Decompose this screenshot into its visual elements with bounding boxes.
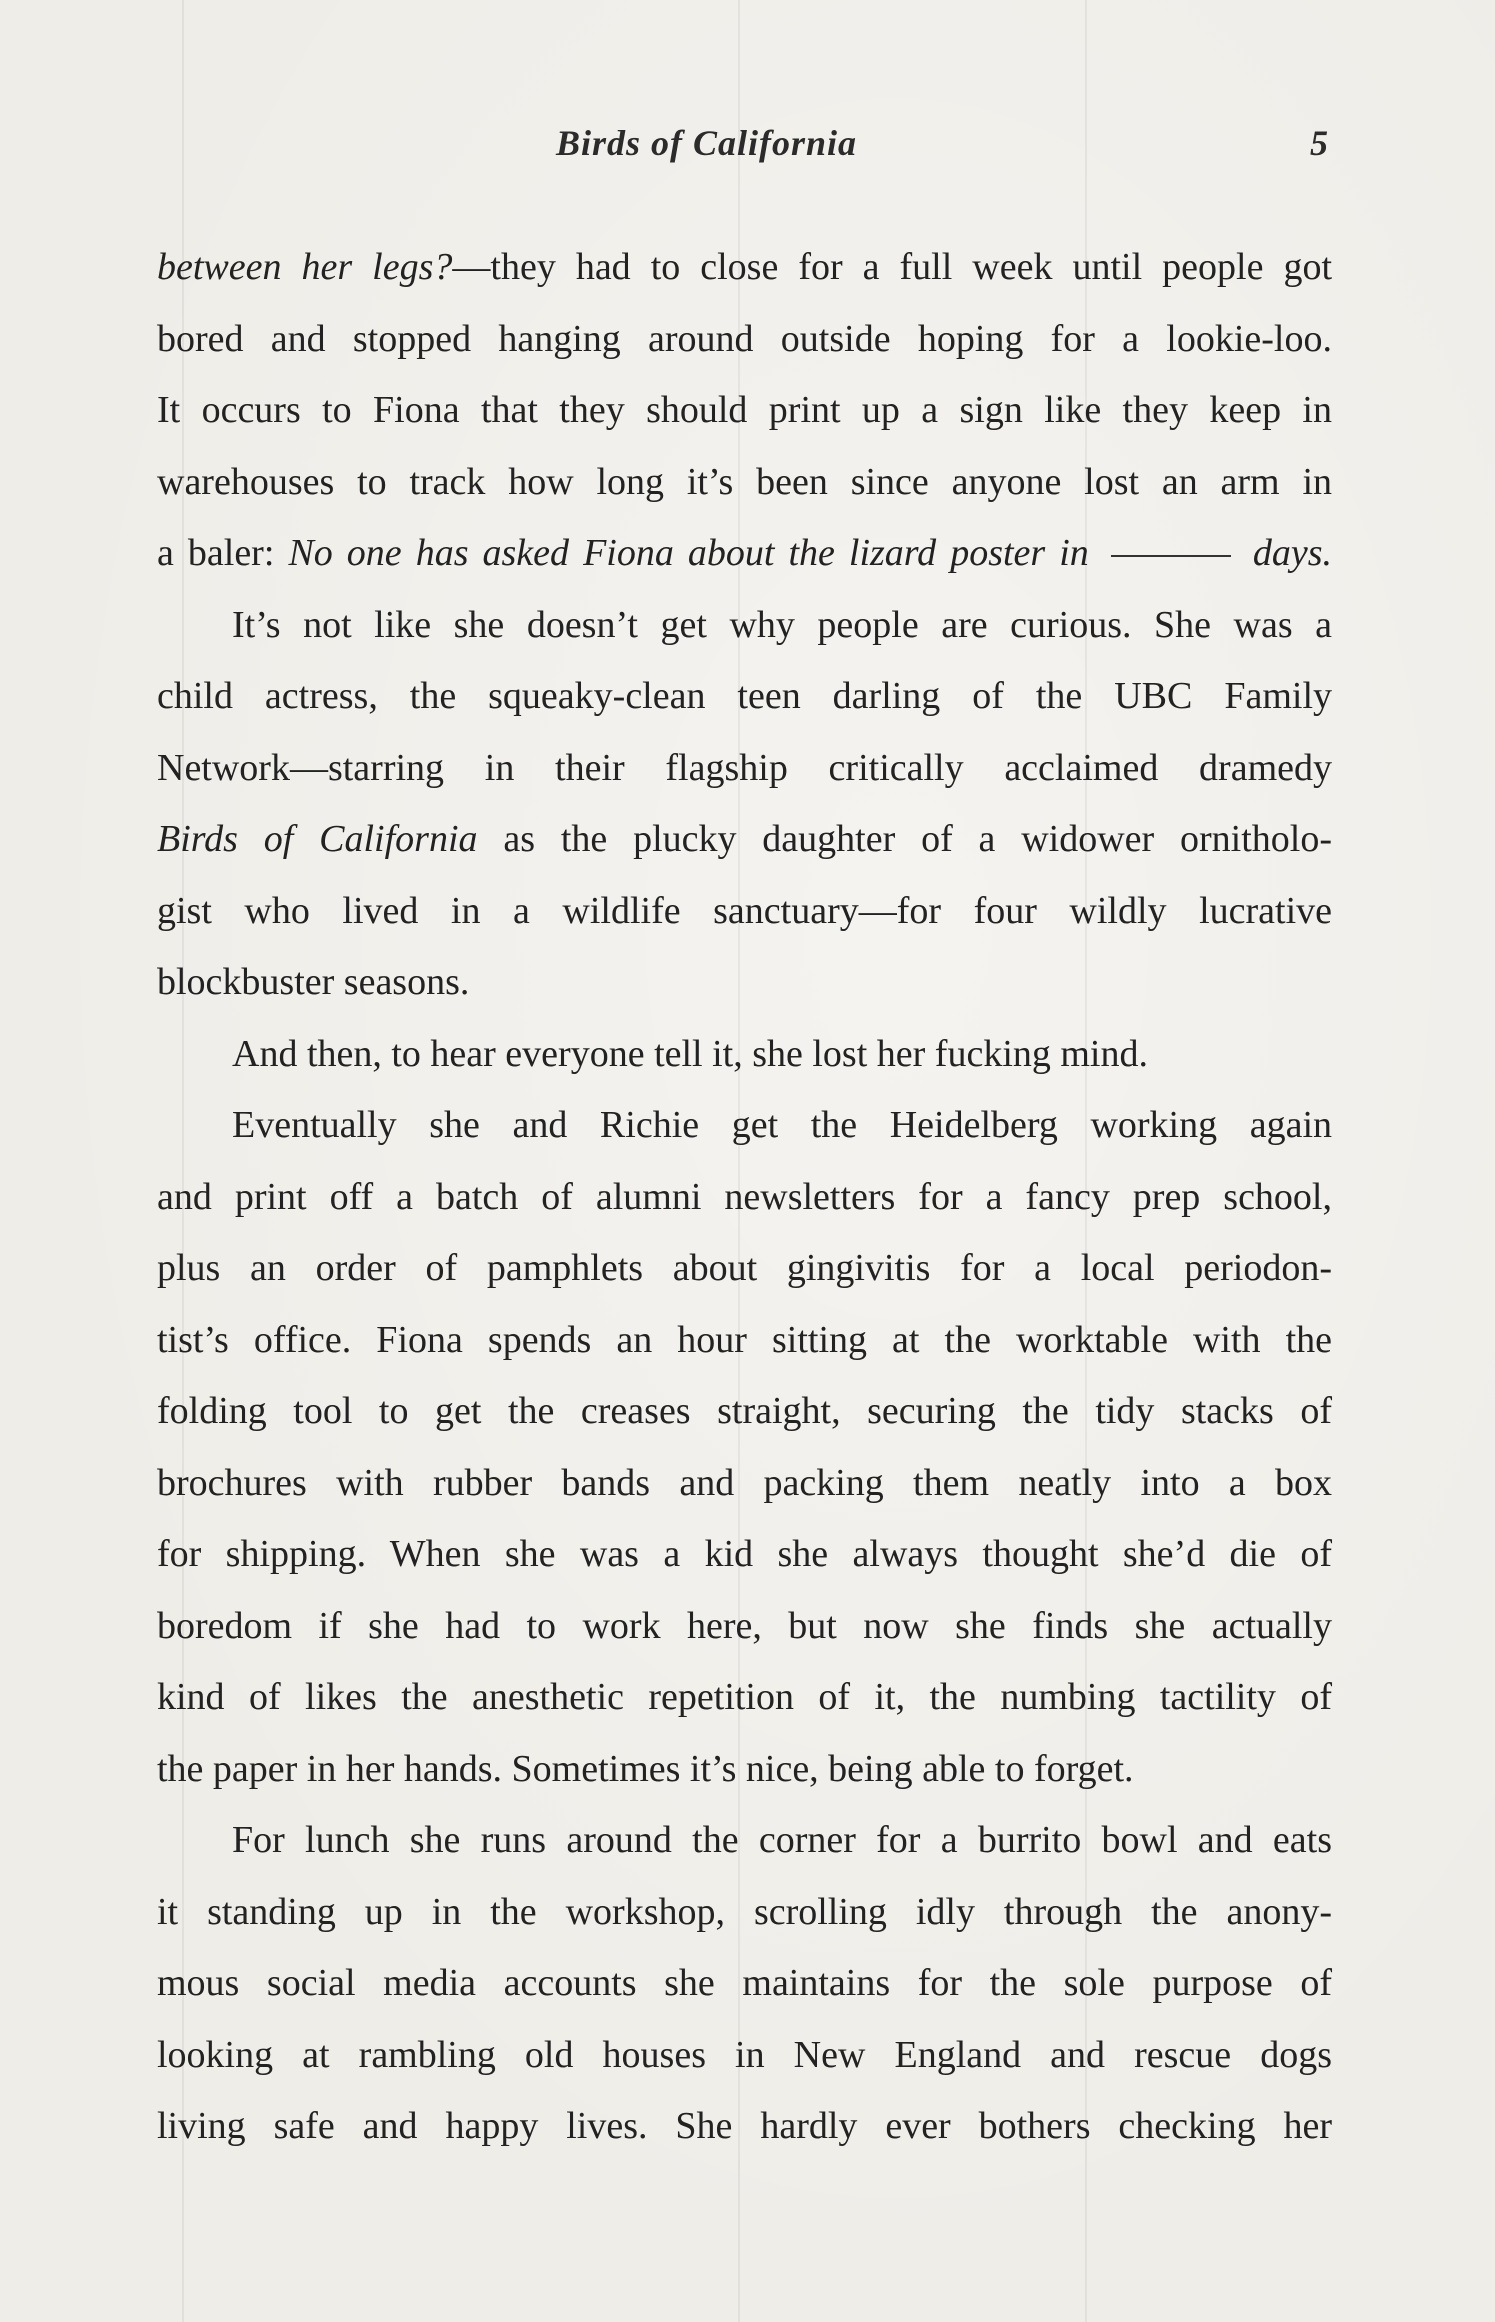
text-line: And then, to hear everyone tell it, she lost her fucking mind. xyxy=(232,1032,1148,1075)
page-number: 5 xyxy=(1310,123,1328,163)
running-head xyxy=(0,122,1495,172)
text-line: It’s not like she doesn’t get why people are curious. She was a xyxy=(232,603,1332,646)
text-line: and print off a batch of alumni newsletters for a fancy prep school, xyxy=(157,1175,1332,1218)
italic-text: between her legs? xyxy=(157,246,453,288)
body-text xyxy=(157,232,1332,2163)
text-line: between her legs?—they had to close for a full week until people got xyxy=(157,246,1332,288)
text-line: brochures with rubber bands and packing them neatly into a box xyxy=(157,1461,1332,1504)
text-line: a baler: No one has asked Fiona about the lizard poster in days. xyxy=(157,532,1333,574)
text-line: it standing up in the workshop, scrolling idly through the anony- xyxy=(157,1890,1332,1933)
text-line: child actress, the squeaky-clean teen darling of the UBC Family xyxy=(157,675,1332,717)
text-line: warehouses to track how long it’s been since anyone lost an arm in xyxy=(157,460,1332,503)
text-line: Eventually she and Richie get the Heidelberg working again xyxy=(232,1104,1332,1146)
text-line: the paper in her hands. Sometimes it’s nice, being able to forget. xyxy=(157,1747,1134,1790)
italic-text: days. xyxy=(1252,532,1333,574)
text-line: mous social media accounts she maintains for the sole purpose of xyxy=(157,1962,1332,2004)
text-line: boredom if she had to work here, but now she finds she actually xyxy=(157,1604,1332,1647)
italic-text: No one has asked Fiona about the lizard poster in xyxy=(288,532,1089,574)
text-line: plus an order of pamphlets about gingivitis for a local periodon- xyxy=(157,1247,1332,1289)
text-line: blockbuster seasons. xyxy=(157,961,470,1003)
text-line: gist who lived in a wildlife sanctuary—for four wildly lucrative xyxy=(157,889,1332,932)
text-line: Network—starring in their flagship critically acclaimed dramedy xyxy=(157,746,1332,789)
text-line: Birds of California as the plucky daughter of a widower ornitholo- xyxy=(157,818,1333,860)
italic-text: Birds of California xyxy=(157,818,478,860)
running-title: Birds of California xyxy=(556,123,858,163)
text-line: folding tool to get the creases straight, securing the tidy stacks of xyxy=(157,1390,1332,1432)
text-line: It occurs to Fiona that they should print up a sign like they keep in xyxy=(157,389,1332,431)
text-line: For lunch she runs around the corner for a burrito bowl and eats xyxy=(232,1819,1332,1861)
text-line: living safe and happy lives. She hardly ever bothers checking her xyxy=(157,2105,1332,2147)
text-line: tist’s office. Fiona spends an hour sitting at the worktable with the xyxy=(157,1318,1332,1361)
text-line: looking at rambling old houses in New England and rescue dogs xyxy=(157,2033,1332,2076)
fill-in-blank xyxy=(1111,555,1231,557)
text-line: bored and stopped hanging around outside hoping for a lookie-loo. xyxy=(157,317,1332,360)
text-line: kind of likes the anesthetic repetition of it, the numbing tactility of xyxy=(157,1676,1332,1718)
text-line: for shipping. When she was a kid she always thought she’d die of xyxy=(157,1533,1332,1575)
